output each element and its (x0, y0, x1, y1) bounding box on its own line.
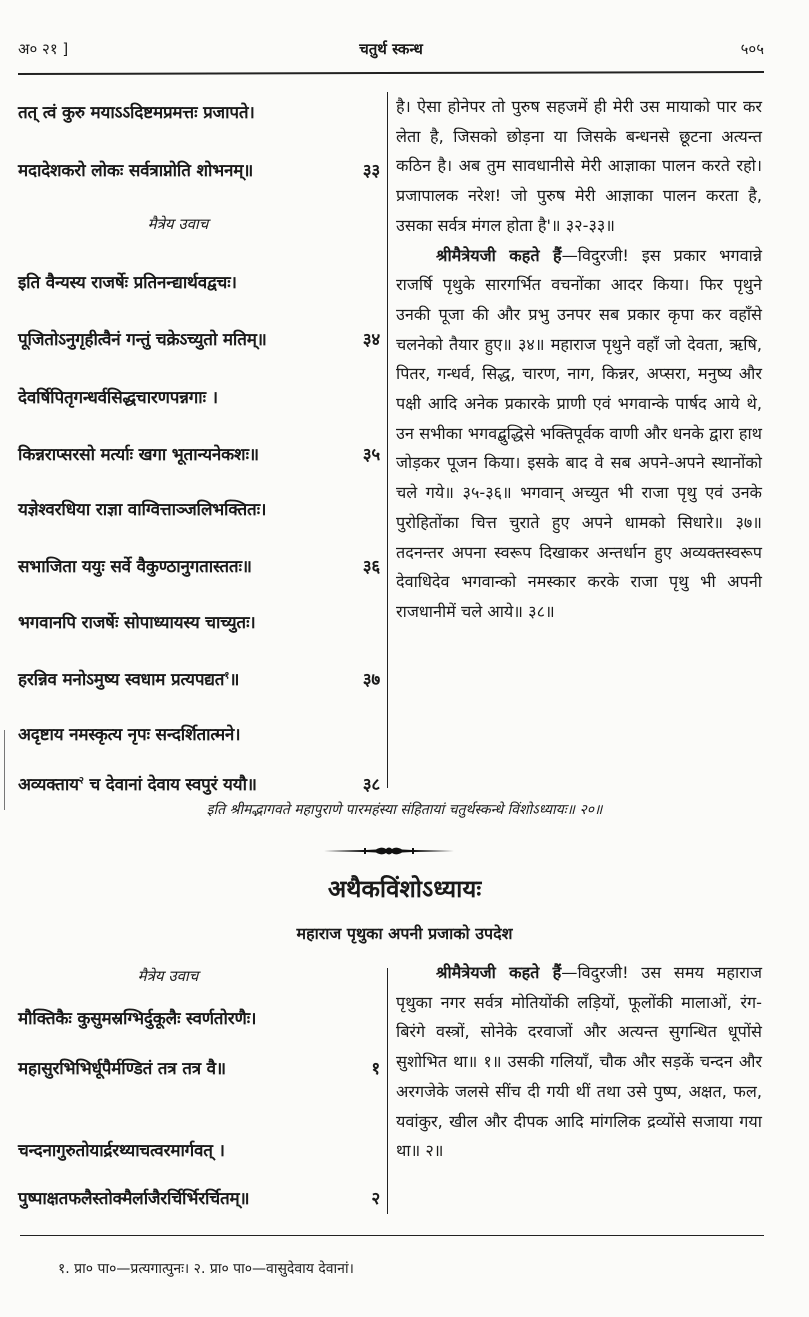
verse-text (18, 772, 257, 795)
verse-number: १ (371, 1059, 380, 1079)
verse-text: चन्दनागुरुतोयार्द्ररथ्याचत्वरमार्गवत् । (18, 1141, 225, 1161)
verse-text-main: अव्यक्ताय (18, 775, 79, 795)
footnote-marker: १ (224, 670, 230, 682)
verse-text: मौक्तिकैः कुसुमस्रग्भिर्दुकूलैः स्वर्णतोरणैः। (18, 1009, 257, 1029)
running-title: चतुर्थ स्कन्ध (359, 40, 423, 58)
verse-number: ३४ (362, 330, 380, 350)
verse-line (18, 722, 380, 745)
verse-text: भगवानपि राजर्षेः सोपाध्यायस्य चाच्युतः। (18, 613, 256, 633)
footnote-rule (20, 1235, 764, 1236)
footnotes: १. प्रा० पा०—प्रत्यगात्पुनः। २. प्रा० पा०—वासुदेवाय देवानां। (58, 1261, 354, 1277)
verse-line (18, 100, 380, 123)
verse-text: पूजितोऽनुगृहीत्वैनं गन्तुं चक्रेऽच्युतो मतिम्॥ (18, 330, 267, 350)
verse-text: देवर्षिपितृगन्धर्वसिद्धचारणपन्नगाः । (18, 388, 218, 408)
top-section (18, 92, 764, 795)
footnote-marker: २ (78, 775, 84, 787)
verse-text: अदृष्टाय नमस्कृत्य नृपः सन्दर्शितात्मने। (18, 725, 241, 745)
verse-text: किन्नराप्सरसो मर्त्याः खगा भूतान्यनेकशः॥ (18, 445, 259, 465)
verse-line (18, 1056, 380, 1079)
decorative-divider-ornament-icon (324, 843, 454, 859)
verse-text-tail: च देवानां देवाय स्वपुरं ययौ॥ (83, 775, 257, 795)
page-number: ५०५ (740, 40, 764, 58)
hindi-translation-bottom (396, 958, 762, 1166)
header-rule (18, 71, 764, 75)
verse-line (18, 554, 380, 577)
verse-text: महासुरभिभिर्धूपैर्मण्डितं तत्र तत्र वै॥ (18, 1059, 226, 1079)
verse-number: ३५ (362, 445, 380, 465)
verse-line (18, 327, 380, 350)
verse-text (18, 667, 239, 690)
verse-line (18, 1138, 380, 1161)
verse-line (18, 1186, 380, 1209)
chapter-colophon: इति श्रीमद्भागवते महापुराणे पारमहंस्या संहितायां चतुर्थस्कन्धे विंशोऽध्यायः॥ २०॥ (206, 802, 603, 818)
bottom-section (18, 958, 764, 1209)
verse-line (18, 772, 380, 795)
column-divider (387, 968, 388, 1214)
translation-paragraph: है। ऐसा होनेपर तो पुरुष सहजमें ही मेरी उस मायाको पार कर लेता है, जिसको छोड़ना या जिसके बन्धनसे छूटना अत्यन्त कठिन है। अब तुम सावधानीसे मेरी आज्ञाका पालन करते रहो। प्रजापालक नरेश! जो पुरुष मेरी आज्ञाका पालन करता है, उसका सर्वत्र मंगल होता है'॥ ३२-३३॥ (396, 97, 762, 235)
translation-text: —विदुरजी! उस समय महाराज पृथुका नगर सर्वत्र मोतियोंकी लड़ियों, फूलोंकी मालाओं, रंग-बिरंगे वस्त्रों, सोनेके दरवाजों और अत्यन्त सुगन्धित धूपोंसे सुशोभित था॥ १॥ उसकी गलियाँ, चौक और सड़कें चन्दन और अरगजेके जलसे सींच दी गयी थीं तथा उसे पुष्प, अक्षत, फल, यवांकुर, खील और दीपक आदि मांगलिक द्रव्योंसे सजाया गया था॥ २॥ (396, 963, 763, 1161)
hindi-translation-top (396, 92, 762, 627)
verse-text: इति वैन्यस्य राजर्षेः प्रतिनन्द्यार्थवद्वचः। (18, 273, 237, 293)
verse-number: २ (371, 1189, 380, 1209)
verse-text: मदादेशकरो लोकः सर्वत्राप्नोति शोभनम्॥ (18, 161, 254, 181)
verse-text: सभाजिता ययुः सर्वे वैकुण्ठानुगतास्ततः॥ (18, 557, 252, 577)
verse-line (18, 610, 380, 633)
verse-line (18, 1006, 380, 1029)
chapter-reference: अ० २१ ] (18, 40, 69, 58)
verse-line (18, 385, 380, 408)
verse-line (18, 442, 380, 465)
verse-text: पुष्पाक्षतफलैस्तोक्मैर्लाजैरर्चिर्भिरर्चितम्॥ (18, 1189, 250, 1209)
speaker-lead: श्रीमैत्रेयजी कहते हैं (436, 245, 562, 265)
verse-number: ३८ (362, 775, 380, 795)
verse-number: ३६ (362, 557, 380, 577)
speaker-lead: श्रीमैत्रेयजी कहते हैं (436, 963, 562, 982)
translation-paragraph (396, 241, 762, 627)
verse-text-main: हरन्निव मनोऽमुष्य स्वधाम प्रत्यपद्यत (18, 670, 225, 690)
scan-margin-mark (4, 730, 5, 810)
column-divider (387, 92, 388, 788)
verse-line (18, 270, 380, 293)
translation-paragraph (396, 958, 762, 1166)
running-header (18, 34, 764, 64)
verse-text: तत् त्वं कुरु मयाऽऽदिष्टमप्रमत्तः प्रजापते। (18, 103, 255, 123)
speaker-label: मैत्रेय उवाच (137, 967, 199, 985)
verse-line (18, 497, 380, 520)
translation-text: —विदुरजी! इस प्रकार भगवान्ने राजर्षि पृथुके सारगर्भित वचनोंका आदर किया। फिर पृथुने उनकी पूजा की और प्रभु उनपर सब प्रकार कृपा कर वहाँसे चलनेको तैयार हुए॥ ३४॥ महाराज पृथुने वहाँ जो देवता, ऋषि, पितर, गन्धर्व, सिद्ध, चारण, नाग, किन्नर, अप्सरा, मनुष्य और पक्षी आदि अनेक प्रकारके प्राणी एवं भगवान्के पार्षद आये थे, उन सभीका भगवद्बुद्धिसे भक्तिपूर्वक वाणी और धनके द्वारा हाथ जोड़कर पूजन किया। इसके बाद वे सब अपने-अपने स्थानोंको चले गये॥ ३५-३६॥ भगवान् अच्युत भी राजा पृथु एवं उनके पुरोहितोंका चित्त चुराते हुए अपने धामको सिधारे॥ ३७॥ तदनन्तर अपना स्वरूप दिखाकर अन्तर्धान हुए अव्यक्तस्वरूप देवाधिदेव भगवान्को नमस्कार करके राजा पृथु भी अपनी राजधानीमें चले आये॥ ३८॥ (396, 245, 762, 621)
verse-number: ३३ (362, 161, 380, 181)
verse-text: यज्ञेश्वरधिया राज्ञा वाग्वित्ताञ्जलिभक्तितः। (18, 500, 267, 520)
chapter-subtitle: महाराज पृथुका अपनी प्रजाको उपदेश (296, 924, 513, 943)
chapter-title: अथैकविंशोऽध्यायः (327, 875, 482, 903)
verse-line (18, 158, 380, 181)
speaker-label: मैत्रेय उवाच (147, 215, 209, 233)
verse-text-tail: ॥ (229, 670, 240, 690)
verse-line (18, 667, 380, 690)
verse-number: ३७ (362, 670, 380, 690)
